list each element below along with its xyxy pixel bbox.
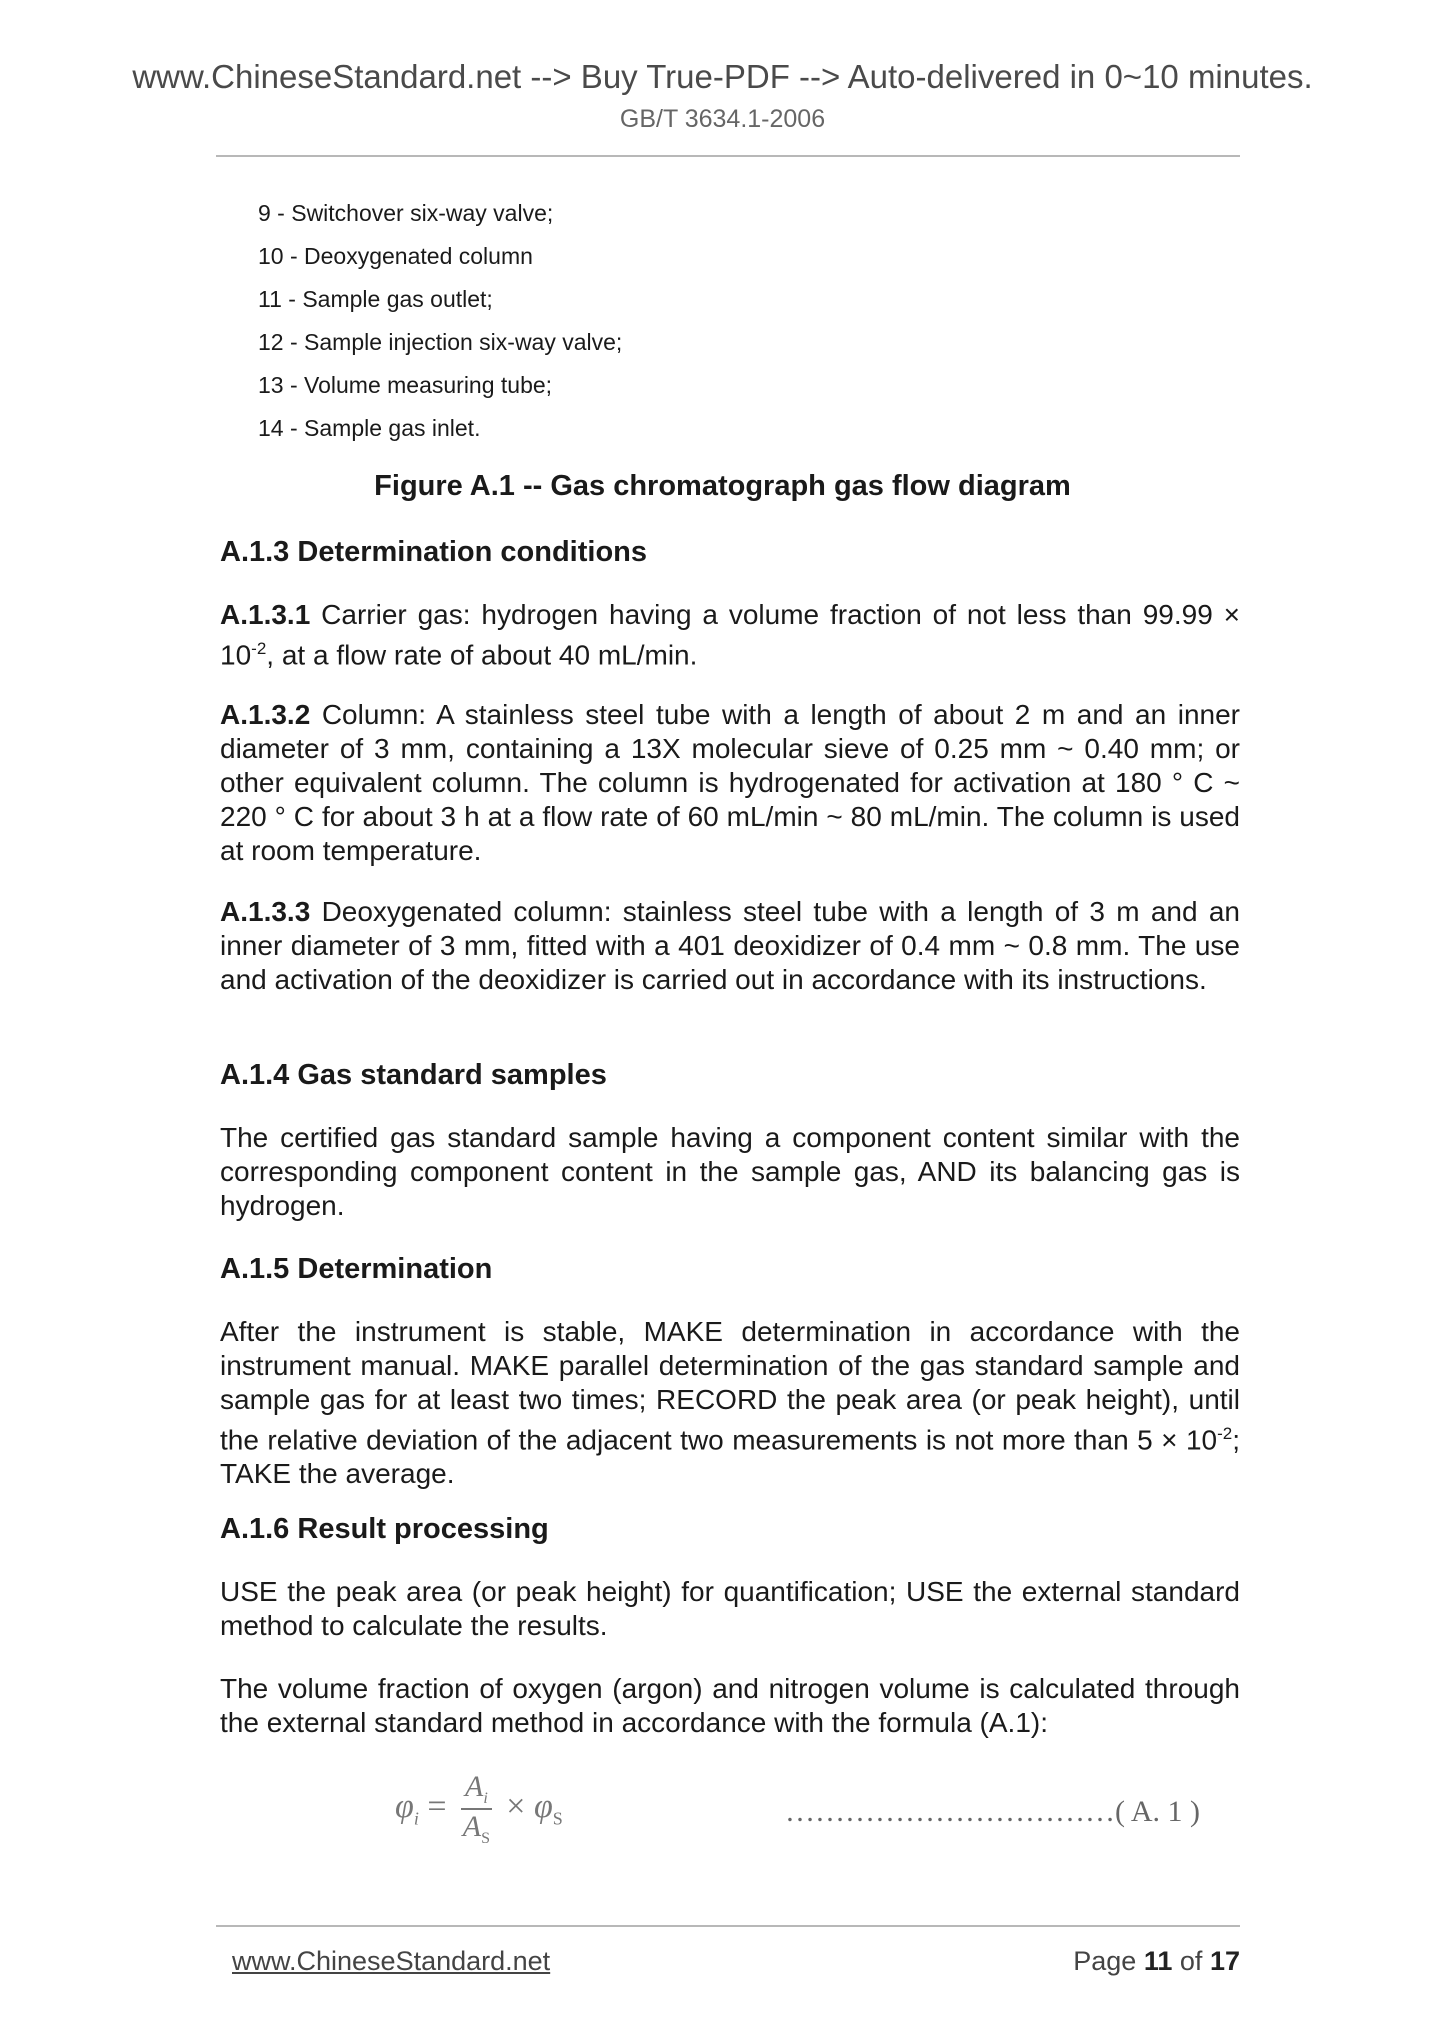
section-heading: A.1.4 Gas standard samples (220, 1059, 607, 1091)
paragraph: ; TAKE the average. (220, 1424, 1240, 1490)
standard-id: GB/T 3634.1-2006 (619, 105, 826, 133)
paragraph: After the instrument is stable, MAKE determination in accordance with the instrument manual. MAKE parallel determination of the gas standard sample and sample gas for at least two times; RECORD the peak area (or peak height), until the relative deviation of the adjacent two measurements is not more than 5 × 10 (220, 1316, 1240, 1456)
page-indicator (1073, 1946, 1240, 1977)
figure-caption: Figure A.1 -- Gas chromatograph gas flow diagram (374, 470, 1071, 502)
clause-number: A.1.3.1 (220, 599, 311, 630)
formula-lhs: φ (395, 1787, 414, 1825)
section-heading: A.1.5 Determination (220, 1253, 493, 1285)
formula-numerator-sub: i (483, 1790, 488, 1807)
formula-number: ……………………………( A. 1 ) (785, 1795, 1200, 1828)
clause-number: A.1.3.2 (220, 699, 311, 730)
paragraph: The volume fraction of oxygen (argon) and nitrogen volume is calculated through the external standard method in accordance with the formula (A.1): (220, 1673, 1240, 1738)
formula-numerator: A (465, 1770, 484, 1803)
legend-item: 13 - Volume measuring tube; (258, 372, 553, 398)
figure-legend (258, 192, 622, 450)
superscript: -2 (1217, 1424, 1233, 1443)
page-current: 11 (1143, 1946, 1173, 1976)
clause-text: Deoxygenated column: stainless steel tube with a length of 3 m and an inner diameter of 3 mm, fitted with a 401 deoxidizer of 0.4 mm ~ 0.8 mm. The use and activation of the deoxidizer is carried out in accordance with its instructions. (220, 896, 1240, 995)
clause-a131 (220, 598, 1240, 672)
formula-denominator-sub: S (481, 1830, 491, 1847)
legend-item: 10 - Deoxygenated column (258, 243, 533, 269)
para-a14 (220, 1121, 1240, 1223)
heading-a15 (220, 1252, 1240, 1286)
clause-text: Carrier gas: hydrogen having a volume fraction of not less than 99.99 × 10 (220, 599, 1240, 671)
formula-lhs-sub: i (413, 1808, 419, 1829)
para-a16-2 (220, 1672, 1240, 1740)
paragraph: USE the peak area (or peak height) for quantification; USE the external standard method to calculate the results. (220, 1576, 1240, 1641)
formula-fraction (461, 1770, 492, 1848)
legend-item: 11 - Sample gas outlet; (258, 286, 493, 312)
formula-times: × (506, 1787, 526, 1825)
clause-text: , at a flow rate of about 40 mL/min. (266, 639, 698, 671)
header-banner[interactable]: www.ChineseStandard.net --> Buy True-PDF --> Auto-delivered in 0~10 minutes. (132, 58, 1313, 95)
clause-text: Column: A stainless steel tube with a length of about 2 m and an inner diameter of 3 mm, containing a 13X molecular sieve of 0.25 mm ~ 0.40 mm; or other equivalent column. The column is hydrogenated for activation at 180 ° C ~ 220 ° C for about 3 h at a flow rate of 60 mL/min ~ 80 mL/min. The column is used at room temperature. (220, 699, 1240, 866)
formula-rhs-sub: S (552, 1808, 563, 1829)
formula-a1 (395, 1770, 563, 1848)
formula-equals: = (427, 1787, 447, 1825)
footer-site-link[interactable]: www.ChineseStandard.net (232, 1946, 551, 1976)
clause-number: A.1.3.3 (220, 896, 311, 927)
clause-a132 (220, 698, 1240, 868)
superscript: -2 (251, 639, 267, 658)
page-total: 17 (1209, 1946, 1240, 1976)
of-word: of (1179, 1946, 1203, 1976)
clause-a133 (220, 895, 1240, 997)
page-word: Page (1073, 1946, 1137, 1976)
formula-denominator: A (462, 1810, 482, 1843)
para-a15 (220, 1315, 1240, 1491)
section-heading: A.1.3 Determination conditions (220, 536, 647, 568)
heading-a14 (220, 1058, 1240, 1092)
section-heading: A.1.6 Result processing (220, 1513, 549, 1545)
header-divider (216, 155, 1240, 157)
heading-a13 (220, 535, 1240, 569)
paragraph: The certified gas standard sample having a component content similar with the corresponding component content in the sample gas, AND its balancing gas is hydrogen. (220, 1122, 1240, 1221)
heading-a16 (220, 1512, 1240, 1546)
para-a16-1 (220, 1575, 1240, 1643)
footer-divider (216, 1925, 1240, 1927)
legend-item: 9 - Switchover six-way valve; (258, 200, 554, 226)
formula-rhs: φ (533, 1787, 553, 1825)
legend-item: 12 - Sample injection six-way valve; (258, 329, 623, 355)
legend-item: 14 - Sample gas inlet. (258, 415, 481, 441)
